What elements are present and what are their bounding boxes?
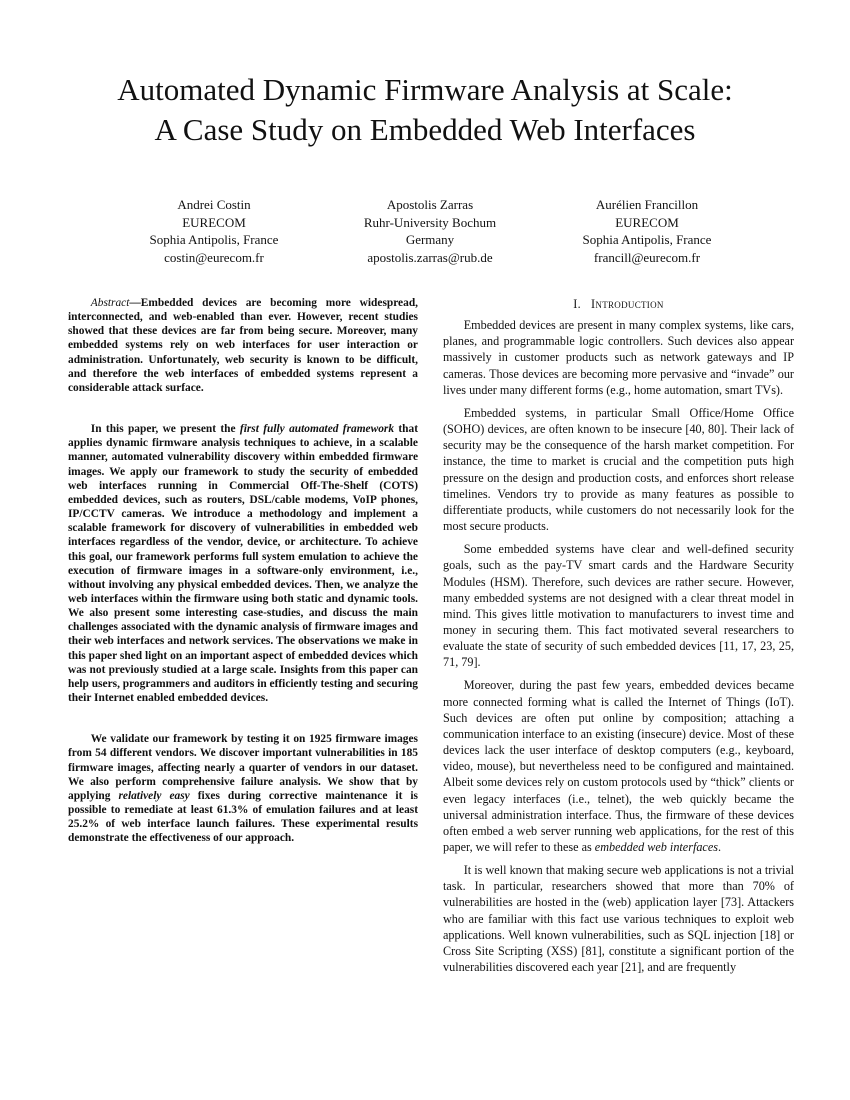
author-affiliation: EURECOM [615,214,679,230]
section-number: I. [573,297,581,311]
author-3 [517,196,777,267]
author-affiliation: EURECOM [182,214,246,230]
author-email: francill@eurecom.fr [593,250,701,266]
section-title: Introduction [591,297,664,311]
author-name: Andrei Costin [177,197,251,212]
author-location: Sophia Antipolis, France [149,232,279,248]
author-email: apostolis.zarras@rub.de [367,250,493,266]
abstract-paragraph-3: We validate our framework by testing it on 1925 firmware images from 54 different vendors. We discover important vulnerabilities in 185 firmware images, affecting nearly a quarter of vendors in our dataset. We also perform comprehensive failure analysis. We show that by applying relatively easy fixes during corrective maintenance it is possible to remediate at least 61.3% of emulation failures and at least 25.2% of web interface launch failures. These experimental results demonstrate the effectiveness of our approach. [68,733,418,845]
author-location: Germany [405,232,455,248]
introduction-column [443,296,794,982]
intro-paragraph-3: Some embedded systems have clear and well-defined security goals, such as the pay-TV smart cards and the Hardware Security Modules (HSM). Therefore, such devices are rather secure. However, many embedded systems are not designed with a clear threat model in mind. This gives little motivation to manufacturers to invest time and money in securing them. This fact motivated several researchers to evaluate the state of security of such embedded devices [11, 17, 23, 25, 71, 79]. [443,542,794,670]
author-name: Apostolis Zarras [386,197,474,212]
intro-paragraph-1: Embedded devices are present in many complex systems, like cars, planes, and programmable logic controllers. Such devices also appear massively in customer products such as network gateways and IP cameras. Those devices are becoming more pervasive and “invade” our lives under many different forms (e.g., home automation, smart TVs). [443,318,794,397]
abstract-paragraph-1: Abstract—Embedded devices are becoming more widespread, interconnected, and web-enabled than ever. However, recent studies showed that these devices are far from being secure. Moreover, many embedded systems rely on web interfaces for user interaction or administration. Unfortunately, web security is known to be difficult, and therefore the web interfaces of embedded systems represent a considerable attack surface. [68,297,418,394]
abstract-label: Abstract [90,297,130,309]
author-name: Aurélien Francillon [595,197,699,212]
abstract-paragraph-2: In this paper, we present the first fully automated framework that applies dynamic firmware analysis techniques to achieve, in a scalable manner, automated vulnerability discovery within embedded firmware images. We apply our framework to study the security of embedded web interfaces running in Commercial Off-The-Shelf (COTS) embedded devices, such as routers, DSL/cable modems, VoIP phones, IP/CCTV cameras. We introduce a methodology and implement a scalable framework for discovery of vulnerabilities in embedded web interfaces regardless of the vendor, device, or architecture. To achieve this goal, our framework performs full system emulation to achieve the execution of firmware images in a software-only environment, i.e., without involving any physical embedded devices. Then, we analyze the web interfaces within the firmware using both static and dynamic tools. We also present some interesting case-studies, and discuss the main challenges associated with the dynamic analysis of firmware images and their web interfaces and network services. The observations we make in this paper shed light on an important aspect of embedded devices which was not previously studied at a large scale. Insights from this paper can help users, programmers and auditors in efficiently testing and securing their Internet enabled embedded devices. [68,423,418,705]
title-line-1: Automated Dynamic Firmware Analysis at Scale: [117,72,733,107]
intro-paragraph-2: Embedded systems, in particular Small Office/Home Office (SOHO) devices, are often known to be insecure [40, 80]. Their lack of security may be the consequence of the harsh market competition. For instance, the time to market is crucial and the competition puts high pressure on the design and production costs, and enforces short release timelines. Vendors try to provide as many features as possible to differentiate products, while customers do not necessarily look for the most secure products. [443,405,794,534]
author-affiliation: Ruhr-University Bochum [363,214,497,230]
intro-paragraph-5: It is well known that making secure web applications is not a trivial task. In particular, researchers showed that more than 70% of vulnerabilities are hosted in the (web) application layer [73]. Attackers who are familiar with this fact use various techniques to exploit web applications. Well known vulnerabilities, such as SQL injection [18] or Cross Site Scripting (XSS) [81], constitute a significant portion of the vulnerabilities discovered each year [21], and are frequently [443,863,794,975]
abstract [68,296,418,845]
author-email: costin@eurecom.fr [164,250,264,266]
section-heading [443,296,794,312]
title-line-2: A Case Study on Embedded Web Interfaces [154,112,696,147]
intro-paragraph-4: Moreover, during the past few years, embedded devices became more connected forming what is called the Internet of Things (IoT). Such devices are often put online by composition; attaching a communication interface to an existing (insecure) device. Most of these devices lack the user interface of desktop computers (e.g., keyboard, video, mouse), but nevertheless need to be configured and maintained. Albeit some devices rely on custom protocols used by “thick” clients or even legacy interfaces (i.e., telnet), the web quickly became the universal administration interface. Thus, the firmware of these devices often embed a web server running web applications, for the rest of this paper, we will refer to these as embedded web interfaces. [443,678,794,854]
author-location: Sophia Antipolis, France [582,232,712,248]
paper-title [0,70,850,150]
